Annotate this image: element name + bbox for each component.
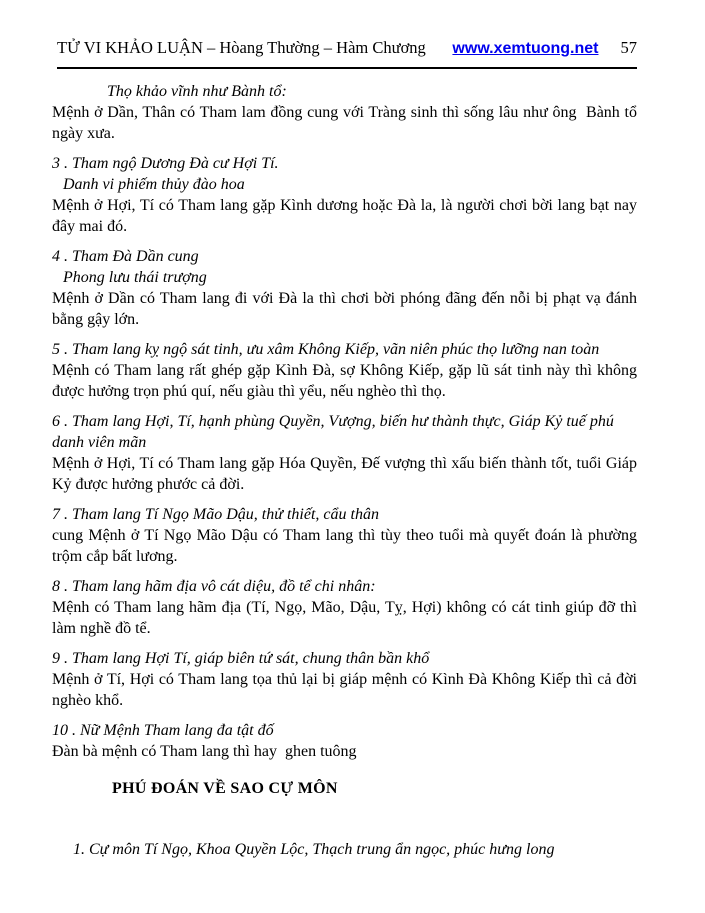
verse-section bbox=[52, 720, 637, 762]
verse-heading-line: 5 . Tham lang kỵ ngộ sát tinh, ưu xâm Không Kiếp, vãn niên phúc thọ lưỡng nan toàn bbox=[52, 341, 600, 358]
verse-section bbox=[52, 576, 641, 639]
website-link[interactable]: www.xemtuong.net bbox=[452, 40, 599, 57]
verse-section bbox=[52, 339, 641, 402]
verse-body-paragraph: Mệnh ở Hợi, Tí có Tham lang gặp Hóa Quyền, Đế vượng thì xấu biến thành tốt, tuổi Giáp Kỷ được hưởng phước cả đời. bbox=[52, 455, 641, 493]
page-number: 57 bbox=[620, 38, 637, 57]
closing-verse-line: 1. Cự môn Tí Ngọ, Khoa Quyền Lộc, Thạch trung ẩn ngọc, phúc hưng long bbox=[73, 841, 555, 858]
verse-body-paragraph: Mệnh ở Tí, Hợi có Tham lang tọa thủ lại bị giáp mệnh có Kình Đà Không Kiếp thì cả đời nghèo khổ. bbox=[52, 671, 641, 709]
verse-section bbox=[52, 246, 641, 330]
verse-heading-line: 3 . Tham ngộ Dương Đà cư Hợi Tí. bbox=[52, 155, 279, 172]
verse-body-paragraph: Mệnh ở Dần, Thân có Tham lam đồng cung với Tràng sinh thì sống lâu như ông Bành tổ ngày xưa. bbox=[52, 104, 641, 142]
verse-body-paragraph: Mệnh ở Dần có Tham lang đi với Đà la thì chơi bời phóng đãng đến nỗi bị phạt vạ đánh bằng gậy lớn. bbox=[52, 290, 641, 328]
book-title: TỬ VI KHẢO LUẬN – Hòang Thường – Hàm Chương bbox=[57, 38, 426, 57]
verse-heading-line: 6 . Tham lang Hợi, Tí, hạnh phùng Quyền, Vượng, biến hư thành thực, Giáp Kỷ tuế phú danh viên mãn bbox=[52, 413, 614, 451]
verse-body-paragraph: Mệnh ở Hợi, Tí có Tham lang gặp Kình dương hoặc Đà la, là người chơi bời lang bạt nay đây mai đó. bbox=[52, 197, 641, 235]
verse-heading-line: Phong lưu thái trượng bbox=[63, 269, 207, 286]
verse-heading-line: Danh vi phiếm thủy đào hoa bbox=[63, 176, 245, 193]
verse-body-paragraph: Mệnh có Tham lang rất ghép gặp Kình Đà, sợ Không Kiếp, gặp lũ sát tinh này thì không được hưởng trọn phú quí, nếu giàu thì yểu, nếu nghèo thì thọ. bbox=[52, 362, 641, 400]
verse-body-paragraph: Đàn bà mệnh có Tham lang thì hay ghen tuông bbox=[52, 743, 357, 760]
verse-section bbox=[52, 648, 641, 711]
verse-heading-line: Thọ khảo vĩnh như Bành tổ: bbox=[107, 83, 287, 100]
verse-section bbox=[52, 504, 641, 567]
verse-section bbox=[52, 411, 641, 495]
verse-body-paragraph: Mệnh có Tham lang hãm địa (Tí, Ngọ, Mão, Dậu, Tỵ, Hợi) không có cát tinh giúp đỡ thì làm nghề đồ tể. bbox=[52, 599, 641, 637]
section-title: PHÚ ĐOÁN VỀ SAO CỰ MÔN bbox=[112, 780, 338, 797]
header-right-group bbox=[452, 38, 637, 58]
page-header bbox=[57, 38, 637, 69]
verse-body-paragraph: cung Mệnh ở Tí Ngọ Mão Dậu có Tham lang thì tùy theo tuổi mà quyết đoán là phường trộm cắp bất lương. bbox=[52, 527, 641, 565]
verse-heading-line: 7 . Tham lang Tí Ngọ Mão Dậu, thử thiết, cẩu thân bbox=[52, 506, 379, 523]
verse-heading-line: 9 . Tham lang Hợi Tí, giáp biên tứ sát, chung thân bần khổ bbox=[52, 650, 430, 667]
verse-heading-line: 10 . Nữ Mệnh Tham lang đa tật đố bbox=[52, 722, 274, 739]
verse-section bbox=[52, 81, 641, 144]
verse-heading-line: 8 . Tham lang hãm địa vô cát diệu, đồ tể chi nhân: bbox=[52, 578, 376, 595]
sections-container bbox=[52, 81, 641, 762]
verse-section bbox=[52, 153, 641, 237]
verse-heading-line: 4 . Tham Đà Dần cung bbox=[52, 248, 199, 265]
